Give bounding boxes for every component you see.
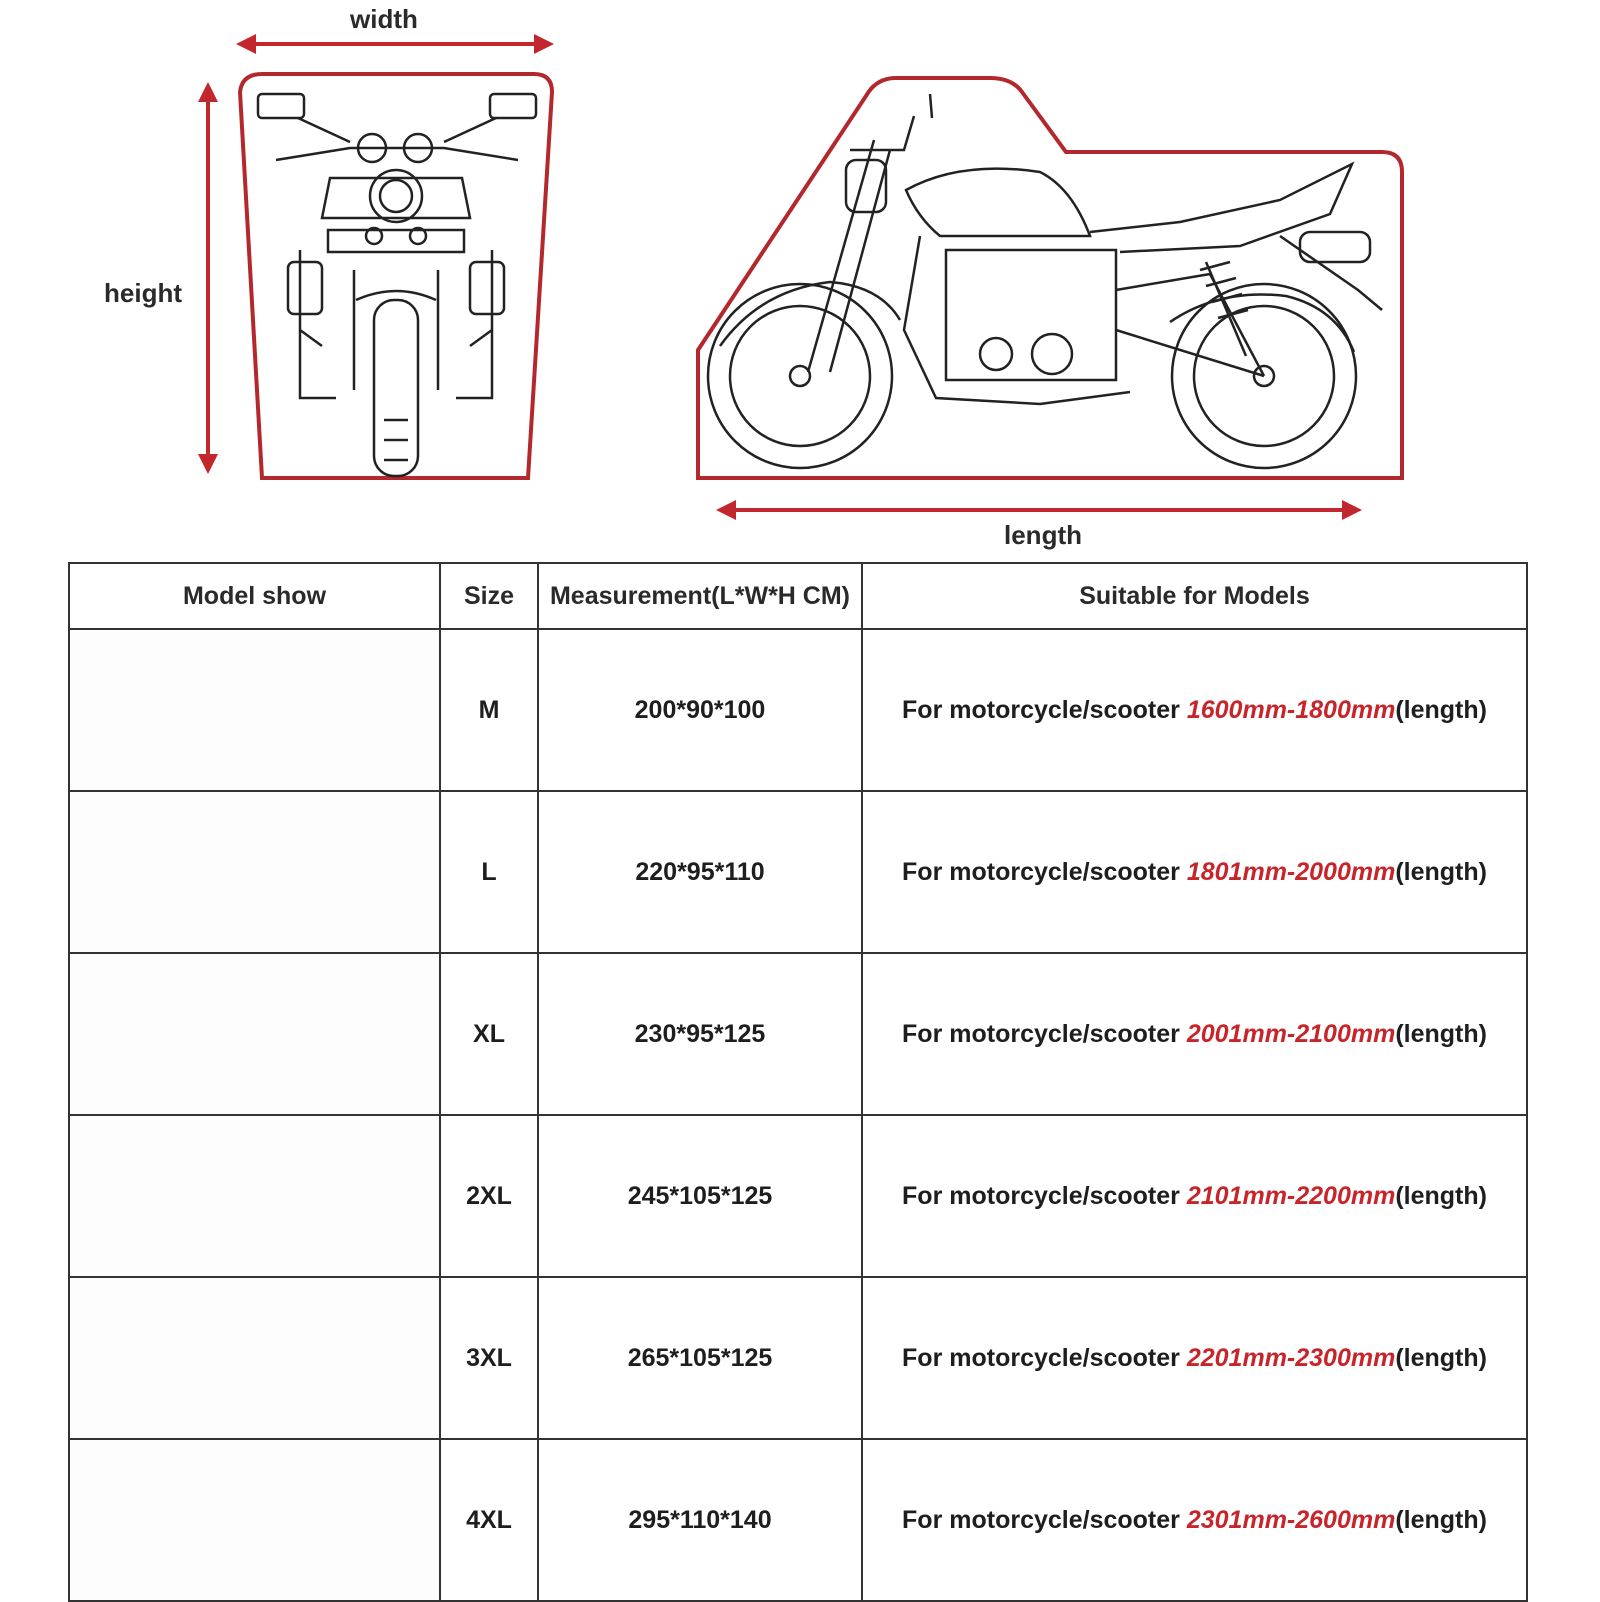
size-cell: XL [440, 953, 538, 1115]
model-show-cell [69, 629, 440, 791]
model-show-cell [69, 953, 440, 1115]
suitable-suffix: (length) [1395, 857, 1487, 886]
length-range: 2101mm-2200mm [1186, 1181, 1396, 1210]
size-cell: L [440, 791, 538, 953]
side-cover-outline [698, 78, 1402, 478]
measurement-cell: 230*95*125 [538, 953, 862, 1115]
table-row [69, 1277, 1527, 1439]
size-cell: 3XL [440, 1277, 538, 1439]
length-range: 2001mm-2100mm [1186, 1019, 1396, 1048]
table-row [69, 1115, 1527, 1277]
length-range: 1801mm-2000mm [1186, 857, 1396, 886]
suitable-cell [862, 1277, 1527, 1439]
suitable-suffix: (length) [1395, 1181, 1487, 1210]
suitable-suffix: (length) [1395, 695, 1487, 724]
length-label: length [1004, 520, 1082, 550]
measurement-cell: 265*105*125 [538, 1277, 862, 1439]
size-cell: 4XL [440, 1439, 538, 1601]
measurement-cell: 245*105*125 [538, 1115, 862, 1277]
table-row [69, 953, 1527, 1115]
suitable-suffix: (length) [1395, 1343, 1487, 1372]
header-model-show: Model show [69, 563, 440, 629]
size-chart-table [68, 562, 1528, 1602]
suitable-cell [862, 791, 1527, 953]
measurement-cell: 220*95*110 [538, 791, 862, 953]
table-header-row [69, 563, 1527, 629]
measurement-cell: 295*110*140 [538, 1439, 862, 1601]
diagram-svg [0, 0, 1600, 560]
model-show-cell [69, 1439, 440, 1601]
size-cell: 2XL [440, 1115, 538, 1277]
height-label: height [104, 278, 182, 308]
suitable-prefix: For motorcycle/scooter [902, 857, 1187, 886]
table-row [69, 1439, 1527, 1601]
measurement-cell: 200*90*100 [538, 629, 862, 791]
size-cell: M [440, 629, 538, 791]
suitable-cell [862, 629, 1527, 791]
suitable-prefix: For motorcycle/scooter [902, 1505, 1187, 1534]
suitable-prefix: For motorcycle/scooter [902, 695, 1187, 724]
model-show-cell [69, 1115, 440, 1277]
size-diagram [0, 0, 1600, 560]
suitable-cell [862, 953, 1527, 1115]
length-range: 1600mm-1800mm [1186, 695, 1396, 724]
table-row [69, 629, 1527, 791]
suitable-suffix: (length) [1395, 1019, 1487, 1048]
model-show-cell [69, 791, 440, 953]
table-row [69, 791, 1527, 953]
length-range: 2201mm-2300mm [1186, 1343, 1396, 1372]
model-show-cell [69, 1277, 440, 1439]
suitable-suffix: (length) [1395, 1505, 1487, 1534]
suitable-cell [862, 1439, 1527, 1601]
suitable-prefix: For motorcycle/scooter [902, 1181, 1187, 1210]
suitable-prefix: For motorcycle/scooter [902, 1343, 1187, 1372]
suitable-prefix: For motorcycle/scooter [902, 1019, 1187, 1048]
header-measurement: Measurement(L*W*H CM) [538, 563, 862, 629]
header-size: Size [440, 563, 538, 629]
front-motorcycle-drawing [258, 94, 536, 476]
length-range: 2301mm-2600mm [1186, 1505, 1396, 1534]
suitable-cell [862, 1115, 1527, 1277]
header-suitable-models: Suitable for Models [862, 563, 1527, 629]
width-label: width [350, 4, 418, 34]
